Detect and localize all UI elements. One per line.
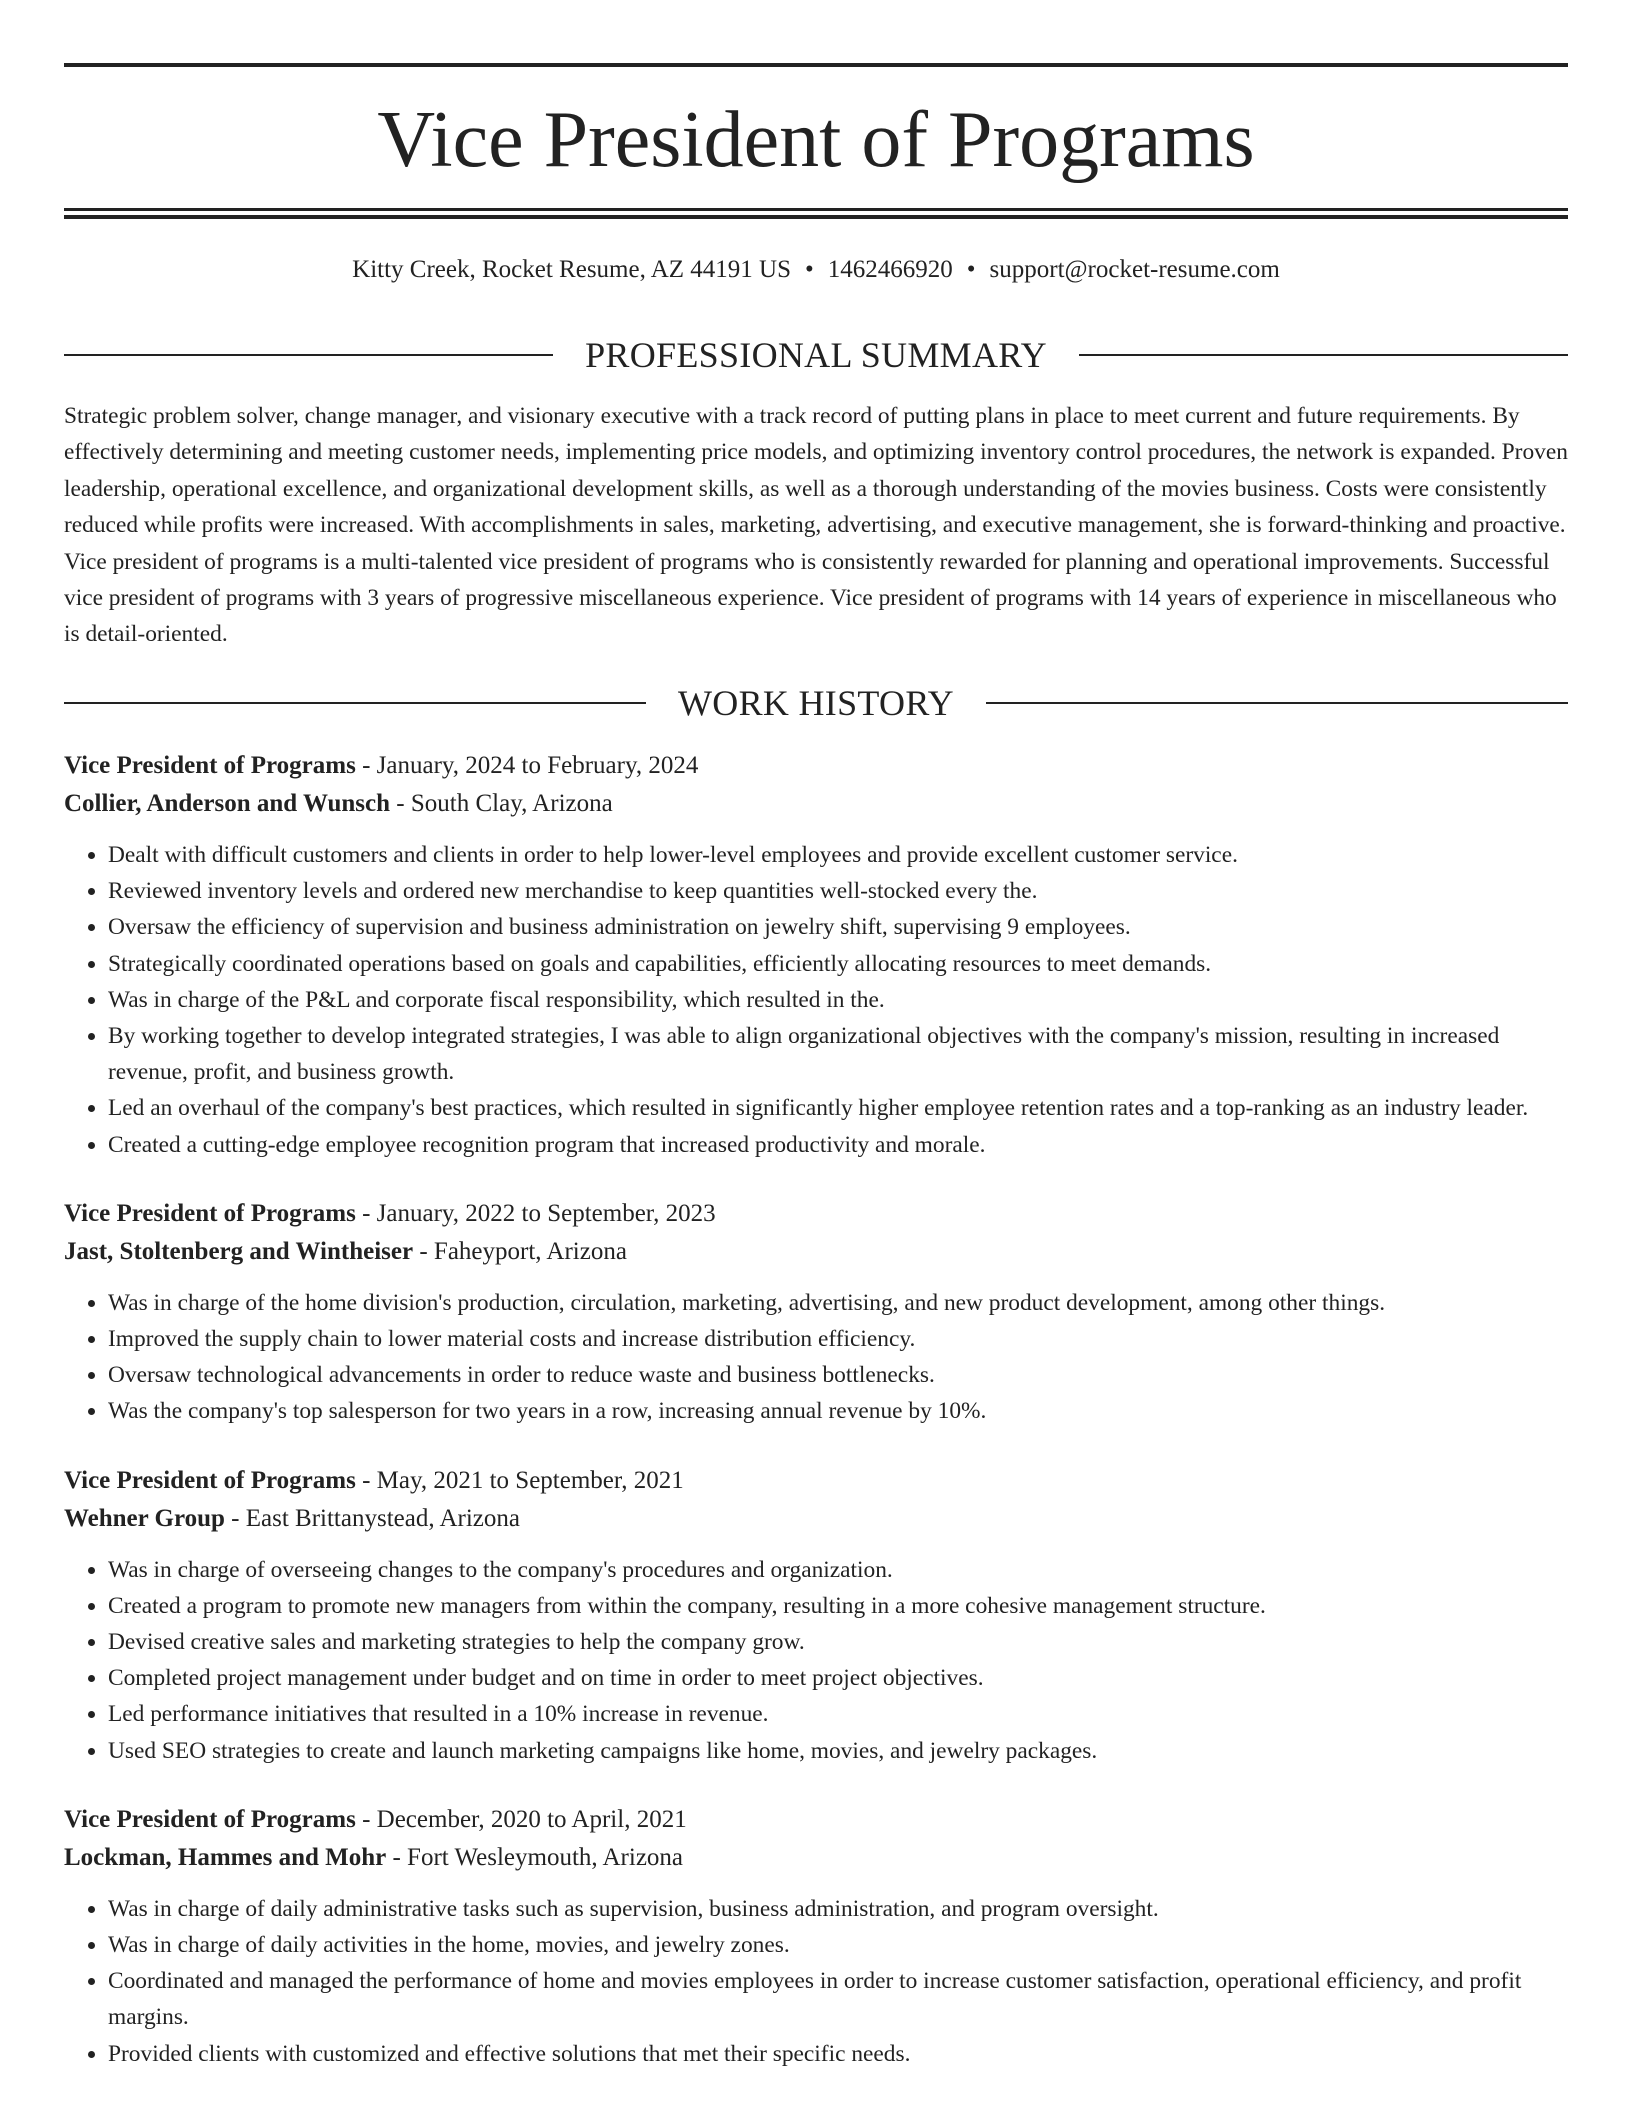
job-title: Vice President of Programs — [64, 1805, 356, 1833]
job-bullet: • Strategically coordinated operations based on goals and capabilities, efficiently allocating resources to meet demands. — [108, 946, 1568, 982]
job-bullet: • Led an overhaul of the company's best practices, which resulted in significantly higher employee retention rates and a top-ranking as an industry leader. — [108, 1090, 1568, 1126]
work-history-heading: WORK HISTORY — [678, 683, 954, 723]
header-top-rule — [64, 63, 1568, 67]
heading-rule-right — [986, 702, 1568, 704]
job-company-line — [64, 1233, 1568, 1271]
job-title-line — [64, 747, 1568, 785]
job-company: Lockman, Hammes and Mohr — [64, 1843, 387, 1871]
contact-email: support@rocket-resume.com — [989, 256, 1280, 283]
contact-line — [64, 252, 1568, 288]
job-company-line — [64, 785, 1568, 823]
job-bullet: • Was in charge of daily administrative tasks such as supervision, business administration, and program oversight. — [108, 1891, 1568, 1927]
job-bullet: • Completed project management under budget and on time in order to meet project objectives. — [108, 1660, 1568, 1696]
heading-rule-left — [64, 702, 646, 704]
job-company: Collier, Anderson and Wunsch — [64, 790, 391, 817]
work-history-list — [64, 747, 1568, 2104]
job-company-line — [64, 1500, 1568, 1538]
job-location: - Fort Wesleymouth, Arizona — [386, 1843, 684, 1871]
job-title: Vice President of Programs — [64, 752, 356, 779]
job-bullet: • Was in charge of the home division's production, circulation, marketing, advertising, and new product development, among other things. — [108, 1285, 1568, 1321]
job-bullet: • Used SEO strategies to create and launch marketing campaigns like home, movies, and jewelry packages. — [108, 1733, 1568, 1769]
job-bullet: • By working together to develop integrated strategies, I was able to align organizational objectives with the company's mission, resulting in increased revenue, profit, and business growth. — [108, 1018, 1568, 1090]
resume-title: Vice President of Programs — [377, 96, 1255, 184]
job-entry — [64, 1801, 1568, 2072]
job-bullet: • Led performance initiatives that resulted in a 10% increase in revenue. — [108, 1696, 1568, 1732]
job-company: Wehner Group — [64, 1504, 225, 1532]
job-bullets — [64, 1552, 1568, 1769]
job-bullets — [64, 1891, 1568, 2072]
header-bottom-rule — [64, 208, 1568, 211]
job-title-line — [64, 1195, 1568, 1233]
job-entry — [64, 1462, 1568, 1769]
job-bullet: • Was in charge of overseeing changes to the company's procedures and organization. — [108, 1552, 1568, 1588]
job-company: Jast, Stoltenberg and Wintheiser — [64, 1237, 414, 1265]
job-bullet: • Coordinated and managed the performance of home and movies employees in order to increase customer satisfaction, operational efficiency, and profit margins. — [108, 1963, 1568, 2035]
header-bottom-rule-second — [64, 215, 1568, 219]
job-dates: - January, 2024 to February, 2024 — [355, 752, 699, 779]
job-title: Vice President of Programs — [64, 1199, 356, 1227]
job-bullet: • Reviewed inventory levels and ordered new merchandise to keep quantities well-stocked every the. — [108, 873, 1568, 909]
summary-heading: PROFESSIONAL SUMMARY — [585, 335, 1047, 375]
job-bullet: • Was in charge of daily activities in the home, movies, and jewelry zones. — [108, 1927, 1568, 1963]
summary-text: Strategic problem solver, change manager, and visionary executive with a track record of putting plans in place to meet current and future requirements. By effectively determining and meeting customer needs, implementing price models, and optimizing inventory control procedures, the network is expanded. Proven leadership, operational excellence, and organizational development skills, as well as a thorough understanding of the movies business. Costs were consistently reduced while profits were increased. With accomplishments in sales, marketing, advertising, and executive management, she is forward-thinking and proactive. Vice president of programs is a multi-talented vice president of programs who is consistently rewarded for planning and operational improvements. Successful vice president of programs with 3 years of progressive miscellaneous experience. Vice president of programs with 14 years of experience in miscellaneous who is detail-oriented. — [64, 403, 1568, 648]
contact-address: Kitty Creek, Rocket Resume, AZ 44191 US — [352, 256, 791, 283]
job-title-line — [64, 1462, 1568, 1500]
heading-rule-left — [64, 354, 553, 356]
job-bullet: • Provided clients with customized and effective solutions that met their specific needs. — [108, 2036, 1568, 2072]
contact-separator: • — [966, 256, 976, 283]
job-location: - Faheyport, Arizona — [413, 1237, 627, 1265]
job-dates: - May, 2021 to September, 2021 — [355, 1466, 684, 1494]
job-entry — [64, 747, 1568, 1163]
job-title: Vice President of Programs — [64, 1466, 356, 1494]
job-bullet: • Created a program to promote new managers from within the company, resulting in a more cohesive management structure. — [108, 1588, 1568, 1624]
job-bullets — [64, 837, 1568, 1163]
contact-phone: 1462466920 — [827, 256, 953, 283]
job-bullet: • Was in charge of the P&L and corporate fiscal responsibility, which resulted in the. — [108, 982, 1568, 1018]
job-bullet: • Created a cutting-edge employee recognition program that increased productivity and morale. — [108, 1127, 1568, 1163]
job-bullet: • Oversaw the efficiency of supervision and business administration on jewelry shift, supervising 9 employees. — [108, 909, 1568, 945]
job-location: - South Clay, Arizona — [390, 790, 613, 817]
job-bullet: • Improved the supply chain to lower material costs and increase distribution efficiency. — [108, 1321, 1568, 1357]
job-bullet: • Devised creative sales and marketing strategies to help the company grow. — [108, 1624, 1568, 1660]
job-dates: - December, 2020 to April, 2021 — [355, 1805, 687, 1833]
heading-rule-right — [1079, 354, 1568, 356]
job-bullet: • Was the company's top salesperson for two years in a row, increasing annual revenue by 10%. — [108, 1393, 1568, 1429]
summary-heading-row — [64, 333, 1568, 377]
job-bullet: • Oversaw technological advancements in order to reduce waste and business bottlenecks. — [108, 1357, 1568, 1393]
job-location: - East Brittanystead, Arizona — [224, 1504, 520, 1532]
job-title-line — [64, 1801, 1568, 1839]
job-company-line — [64, 1839, 1568, 1877]
job-dates: - January, 2022 to September, 2023 — [355, 1199, 716, 1227]
job-entry — [64, 1195, 1568, 1430]
work-history-heading-row — [64, 681, 1568, 725]
job-bullets — [64, 1285, 1568, 1430]
contact-separator: • — [805, 256, 814, 283]
job-bullet: • Dealt with difficult customers and clients in order to help lower-level employees and provide excellent customer service. — [108, 837, 1568, 873]
